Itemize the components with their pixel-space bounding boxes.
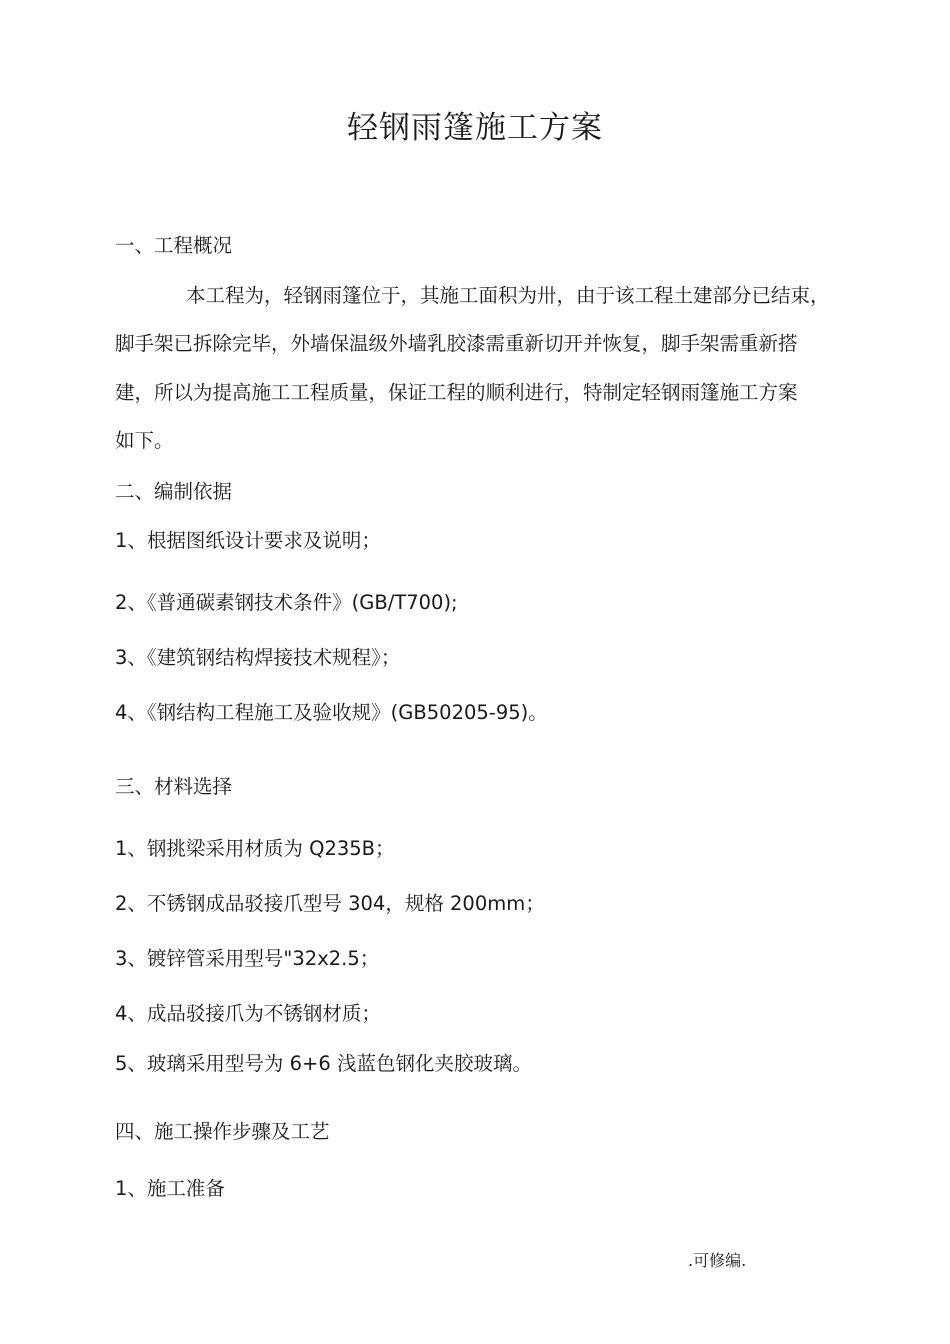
page-footer: .可修编. bbox=[688, 1251, 747, 1270]
section-heading-basis: 二、编制依据 bbox=[115, 480, 233, 503]
list-item: 2、不锈钢成品驳接爪型号 304，规格 200mm； bbox=[115, 892, 545, 915]
list-item: 2、《普通碳素钢技术条件》(GB/T700); bbox=[115, 591, 458, 614]
list-item: 1、施工准备 bbox=[115, 1177, 225, 1200]
paragraph-line: 如下。 bbox=[115, 429, 174, 452]
list-item: 5、玻璃采用型号为 6+6 浅蓝色钢化夹胶玻璃。 bbox=[115, 1052, 532, 1075]
list-item: 4、《钢结构工程施工及验收规》(GB50205-95)。 bbox=[115, 701, 548, 724]
section-heading-materials: 三、材料选择 bbox=[115, 775, 233, 798]
paragraph-line: 建，所以为提高施工工程质量，保证工程的顺利进行，特制定轻钢雨篷施工方案 bbox=[115, 381, 798, 404]
list-item: 1、钢挑梁采用材质为 Q235B； bbox=[115, 837, 395, 860]
paragraph-line: 脚手架已拆除完毕，外墙保温级外墙乳胶漆需重新切开并恢复，脚手架需重新搭 bbox=[115, 332, 798, 355]
section-heading-overview: 一、工程概况 bbox=[115, 234, 233, 257]
list-item: 3、《建筑钢结构焊接技术规程》； bbox=[115, 646, 401, 669]
section-heading-steps: 四、施工操作步骤及工艺 bbox=[115, 1120, 330, 1143]
list-item: 4、成品驳接爪为不锈钢材质； bbox=[115, 1002, 381, 1025]
document-title: 轻钢雨篷施工方案 bbox=[347, 110, 603, 146]
paragraph-line: 本工程为，轻钢雨篷位于，其施工面积为卅，由于该工程土建部分已结束， bbox=[186, 284, 830, 307]
list-item: 1、根据图纸设计要求及说明； bbox=[115, 529, 381, 552]
list-item: 3、镀锌管采用型号"32x2.5； bbox=[115, 947, 380, 970]
